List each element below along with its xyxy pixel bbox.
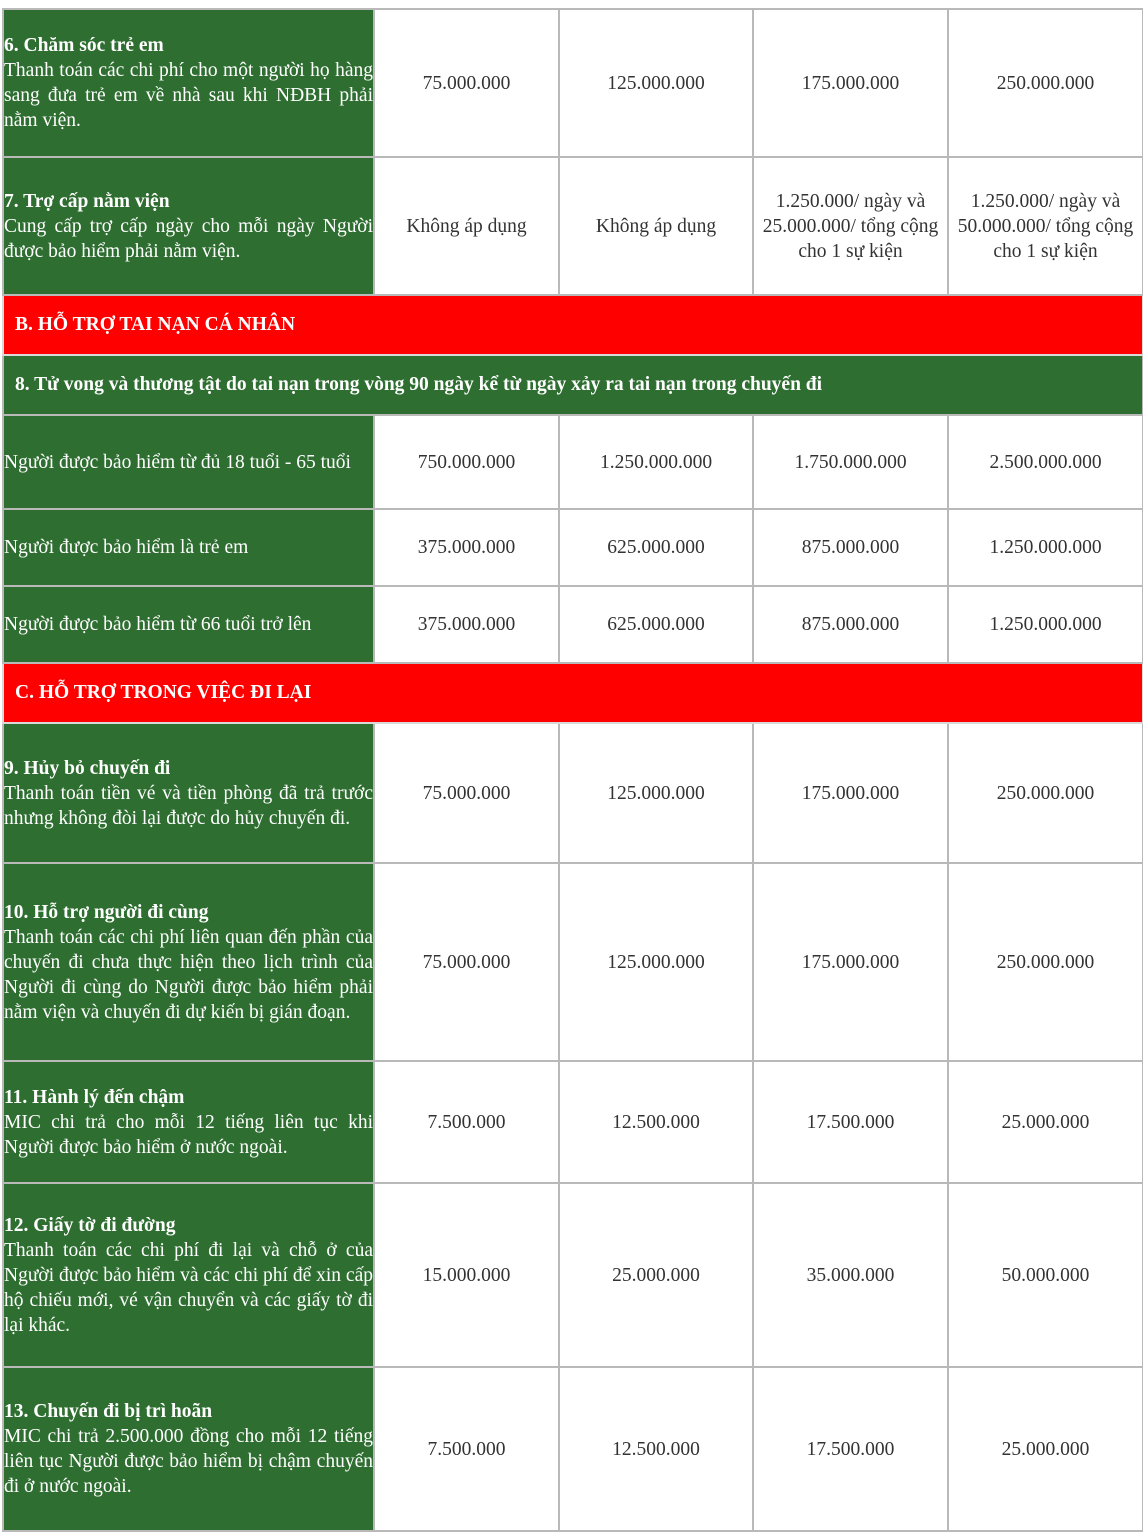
plan-value: 375.000.000 <box>374 586 559 663</box>
benefit-title: 6. Chăm sóc trẻ em <box>4 35 164 56</box>
plan-value: 7.500.000 <box>374 1367 559 1531</box>
plan-value: 2.500.000.000 <box>948 415 1143 509</box>
plan-value: 25.000.000 <box>948 1061 1143 1183</box>
section-subheading <box>3 355 1143 415</box>
plan-value: 75.000.000 <box>374 9 559 157</box>
benefit-description <box>3 1183 374 1367</box>
benefit-description <box>3 1367 374 1531</box>
benefit-description <box>3 157 374 295</box>
plan-value: 1.250.000/ ngày và 50.000.000/ tổng cộng cho 1 sự kiện <box>948 157 1143 295</box>
plan-value: 75.000.000 <box>374 863 559 1061</box>
table-row <box>3 586 1143 663</box>
section-title: C. HỖ TRỢ TRONG VIỆC ĐI LẠI <box>3 663 1143 723</box>
plan-value: 15.000.000 <box>374 1183 559 1367</box>
benefit-text: Thanh toán tiền vé và tiền phòng đã trả trước nhưng không đòi lại được do hủy chuyến đi. <box>4 782 373 829</box>
plan-value: 35.000.000 <box>753 1183 948 1367</box>
plan-value: 125.000.000 <box>559 9 753 157</box>
table-row <box>3 509 1143 586</box>
plan-value: Không áp dụng <box>374 157 559 295</box>
plan-value: 17.500.000 <box>753 1367 948 1531</box>
plan-value: 1.250.000/ ngày và 25.000.000/ tổng cộng cho 1 sự kiện <box>753 157 948 295</box>
plan-value: 50.000.000 <box>948 1183 1143 1367</box>
plan-value: Không áp dụng <box>559 157 753 295</box>
plan-value: 250.000.000 <box>948 9 1143 157</box>
plan-value: 12.500.000 <box>559 1061 753 1183</box>
plan-value: 625.000.000 <box>559 509 753 586</box>
benefit-text: Thanh toán các chi phí đi lại và chỗ ở của Người được bảo hiểm và các chi phí để xin cấp hộ chiếu mới, vé vận chuyển và các giấy tờ đi lại khác. <box>4 1239 373 1336</box>
benefit-title: 10. Hỗ trợ người đi cùng <box>4 901 209 923</box>
plan-value: 75.000.000 <box>374 723 559 863</box>
plan-value: 875.000.000 <box>753 586 948 663</box>
insured-group-label: Người được bảo hiểm từ đủ 18 tuổi - 65 tuổi <box>3 415 374 509</box>
plan-value: 1.750.000.000 <box>753 415 948 509</box>
plan-value: 17.500.000 <box>753 1061 948 1183</box>
table-row <box>3 863 1143 1061</box>
table-row <box>3 723 1143 863</box>
plan-value: 7.500.000 <box>374 1061 559 1183</box>
plan-value: 875.000.000 <box>753 509 948 586</box>
benefit-text: Thanh toán các chi phí liên quan đến phần của chuyến đi chưa thực hiện theo lịch trình của Người đi cùng do Người được bảo hiểm phải nằm viện và chuyến đi dự kiến bị gián đoạn. <box>4 926 373 1023</box>
benefit-description <box>3 863 374 1061</box>
benefit-description <box>3 723 374 863</box>
insured-group-label: Người được bảo hiểm là trẻ em <box>3 509 374 586</box>
plan-value: 1.250.000.000 <box>948 509 1143 586</box>
table-row <box>3 157 1143 295</box>
plan-value: 1.250.000.000 <box>948 586 1143 663</box>
plan-value: 250.000.000 <box>948 863 1143 1061</box>
plan-value: 25.000.000 <box>948 1367 1143 1531</box>
table-row <box>3 1183 1143 1367</box>
benefit-title: 7. Trợ cấp nằm viện <box>4 190 170 212</box>
plan-value: 375.000.000 <box>374 509 559 586</box>
plan-value: 125.000.000 <box>559 863 753 1061</box>
plan-value: 25.000.000 <box>559 1183 753 1367</box>
section-header-c <box>3 663 1143 723</box>
table-row <box>3 9 1143 157</box>
plan-value: 1.250.000.000 <box>559 415 753 509</box>
subheading-text: 8. Tử vong và thương tật do tai nạn trong vòng 90 ngày kể từ ngày xảy ra tai nạn trong chuyến đi <box>3 355 1143 415</box>
benefit-title: 11. Hành lý đến chậm <box>4 1086 185 1108</box>
benefits-table <box>2 8 1143 1532</box>
plan-value: 125.000.000 <box>559 723 753 863</box>
benefit-text: MIC chi trả 2.500.000 đồng cho mỗi 12 tiếng liên tục Người được bảo hiểm bị chậm chuyến đi ở nước ngoài. <box>4 1426 373 1497</box>
section-title: B. HỖ TRỢ TAI NẠN CÁ NHÂN <box>3 295 1143 355</box>
benefit-title: 13. Chuyến đi bị trì hoãn <box>4 1401 213 1422</box>
insured-group-label: Người được bảo hiểm từ 66 tuổi trở lên <box>3 586 374 663</box>
table-row <box>3 1367 1143 1531</box>
plan-value: 12.500.000 <box>559 1367 753 1531</box>
benefit-title: 12. Giấy tờ đi đường <box>4 1214 176 1236</box>
table-row <box>3 1061 1143 1183</box>
plan-value: 750.000.000 <box>374 415 559 509</box>
benefit-title: 9. Hủy bỏ chuyến đi <box>4 757 171 779</box>
plan-value: 250.000.000 <box>948 723 1143 863</box>
benefit-text: Cung cấp trợ cấp ngày cho mỗi ngày Người được bảo hiểm phải nằm viện. <box>4 215 373 262</box>
plan-value: 175.000.000 <box>753 723 948 863</box>
section-header-b <box>3 295 1143 355</box>
benefit-description <box>3 1061 374 1183</box>
plan-value: 625.000.000 <box>559 586 753 663</box>
plan-value: 175.000.000 <box>753 863 948 1061</box>
table-row <box>3 415 1143 509</box>
benefit-text: Thanh toán các chi phí cho một người họ hàng sang đưa trẻ em về nhà sau khi NĐBH phải nằm viện. <box>4 60 373 131</box>
plan-value: 175.000.000 <box>753 9 948 157</box>
benefit-text: MIC chi trả cho mỗi 12 tiếng liên tục khi Người được bảo hiểm ở nước ngoài. <box>4 1111 373 1158</box>
benefit-description <box>3 9 374 157</box>
